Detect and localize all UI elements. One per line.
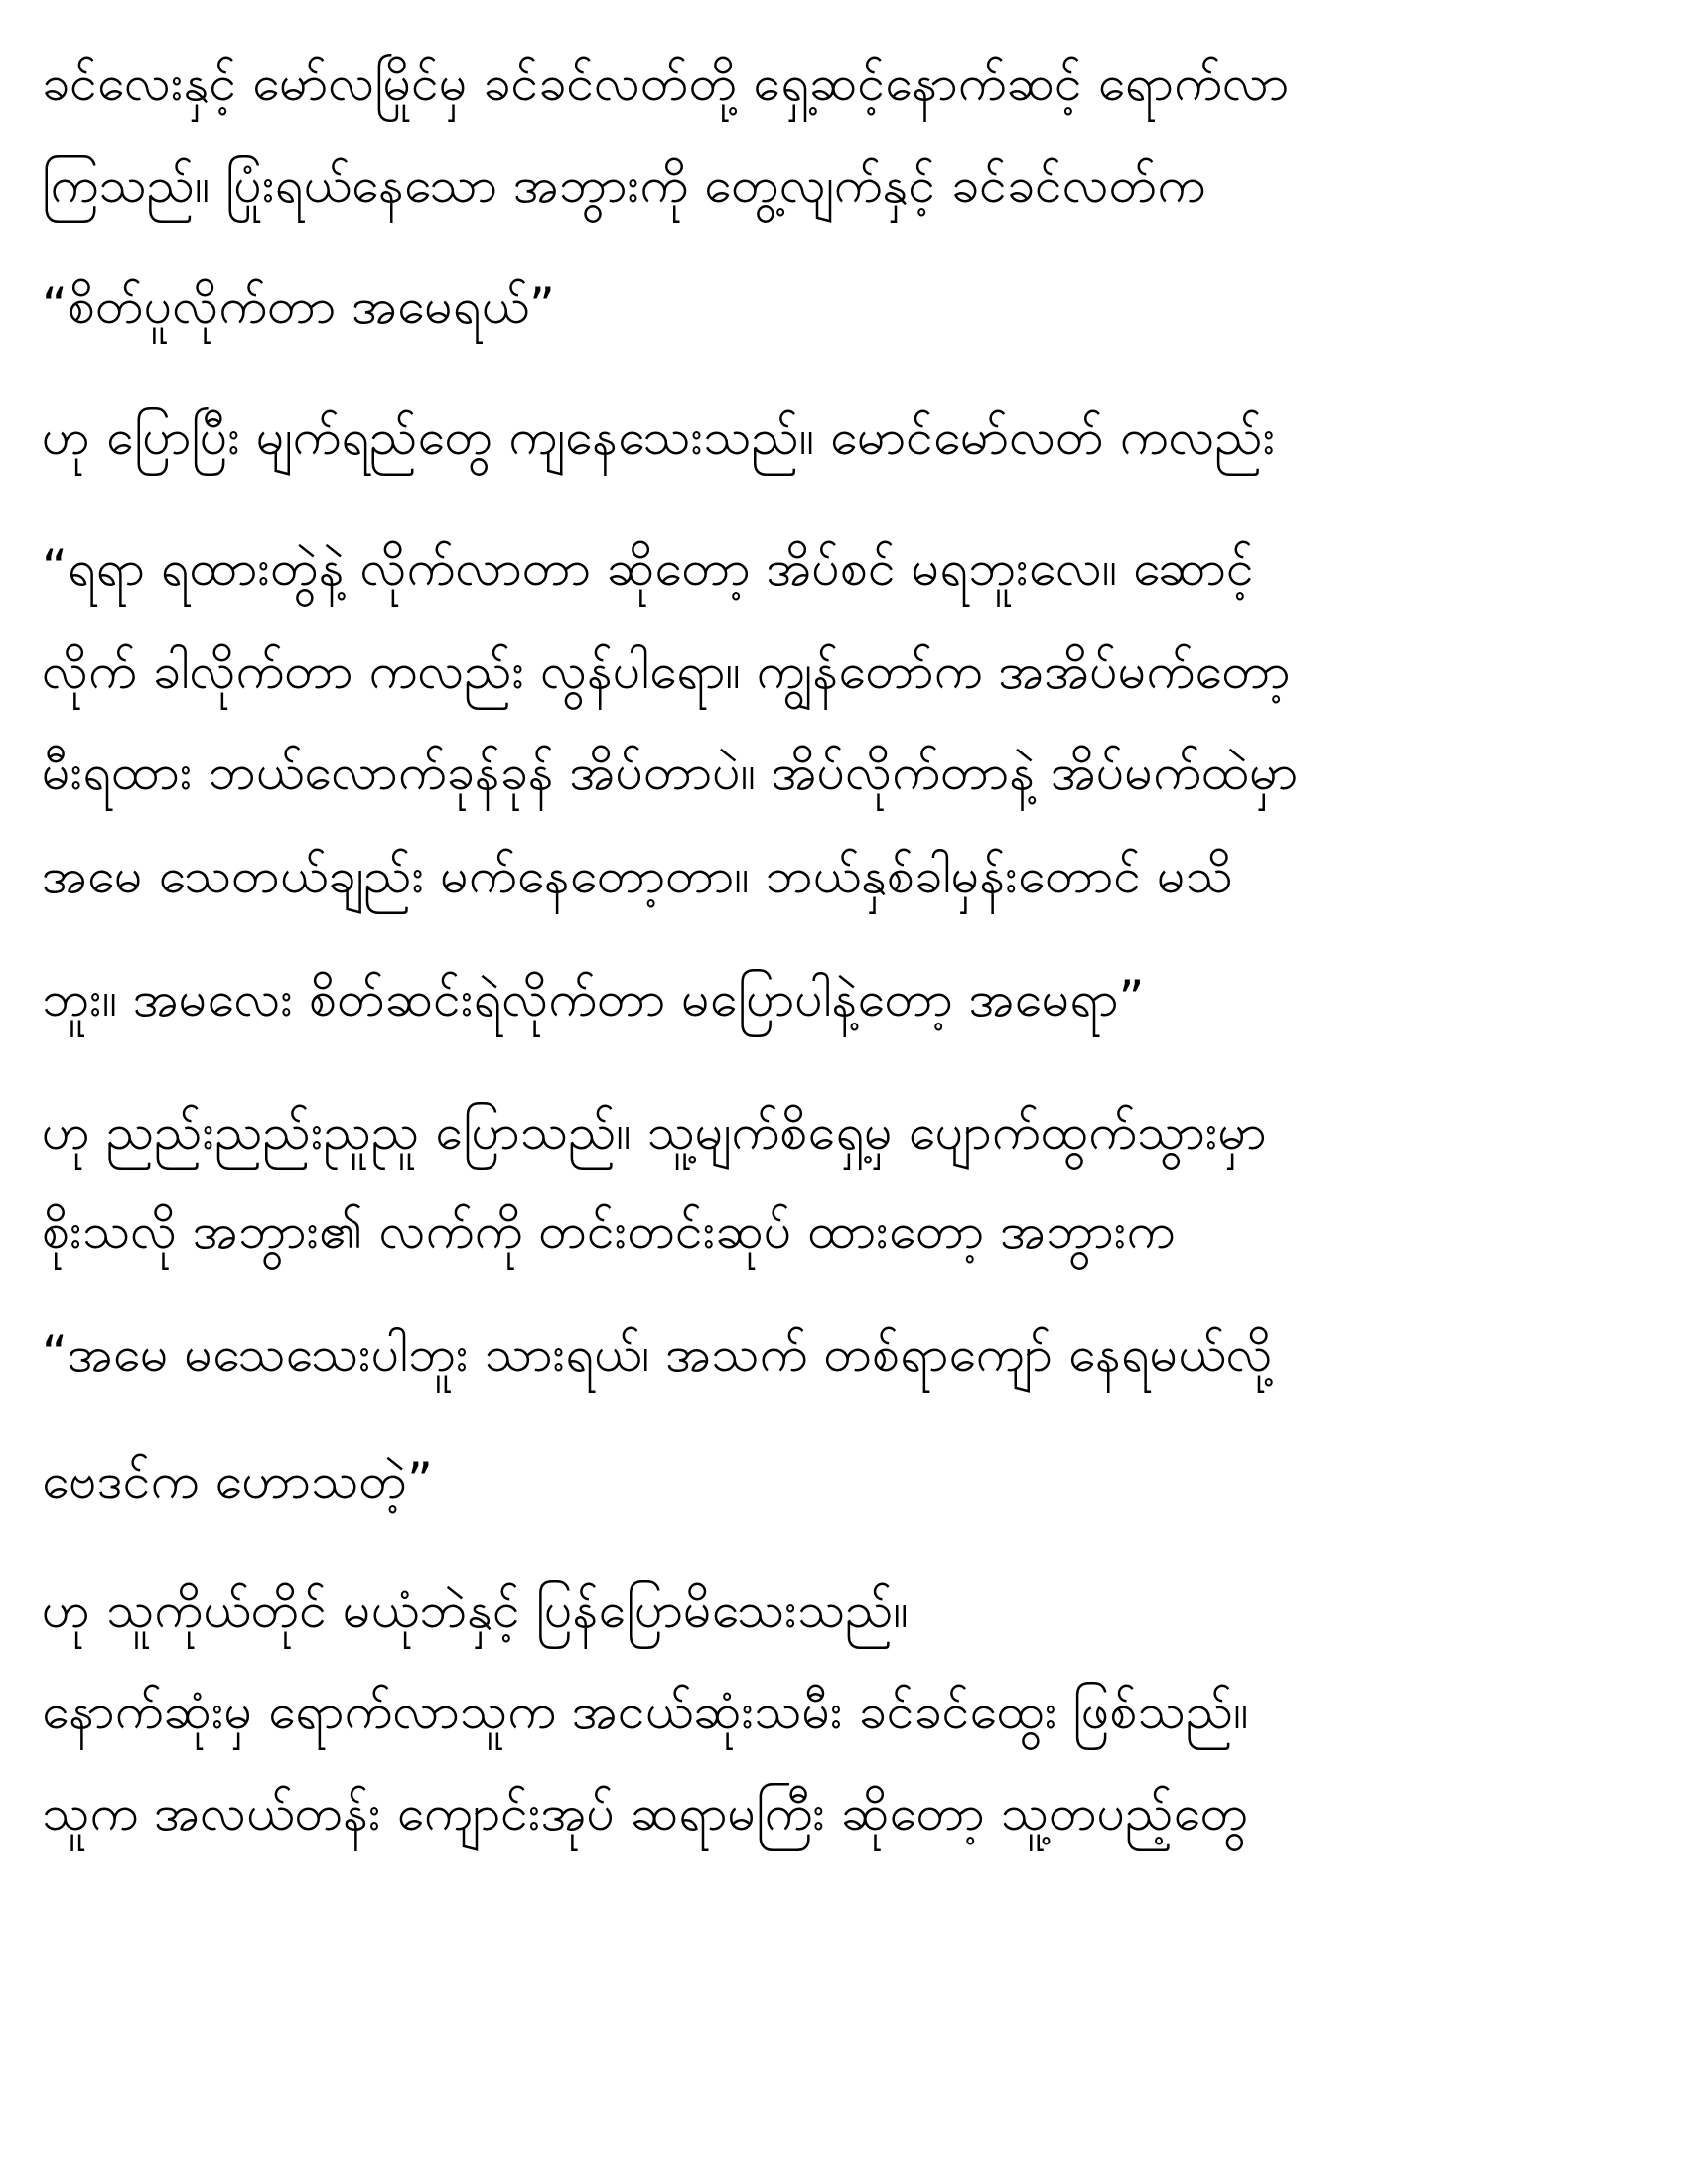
text-line: သူက အလယ်တန်း ကျောင်းအုပ် ဆရာမကြီး ဆိုတော့ သူ့တပည့်တွေ	[42, 1784, 1249, 1842]
text-line: “အမေ မသေသေးပါဘူး သားရယ်၊ အသက် တစ်ရာကျော် နေရမယ်လို့	[42, 1325, 1273, 1383]
text-line: ဘူး။ အမလေး စိတ်ဆင်းရဲလိုက်တာ မပြောပါနဲ့တော့ အမေရာ”	[42, 970, 1145, 1027]
text-line: “ရရာ ရထားတွဲနဲ့ လိုက်လာတာ ဆိုတော့ အိပ်စင် မရဘူးလေ။ ဆောင့်	[42, 539, 1254, 597]
text-line: ဟု ပြောပြီး မျက်ရည်တွေ ကျနေသေးသည်။ မောင်မော်လတ် ကလည်း	[42, 408, 1276, 466]
text-line: ကြသည်။ ပြုံးရယ်နေသော အဘွားကို တွေ့လျက်နှင့် ခင်ခင်လတ်က	[42, 156, 1206, 213]
text-line: လိုက် ခါလိုက်တာ ကလည်း လွန်ပါရော။ ကျွန်တော်က အအိပ်မက်တော့	[42, 642, 1291, 700]
text-line: ဟု ညည်းညည်းညူညူ ပြောသည်။ သူ့မျက်စိရှေ့မှ ပျောက်ထွက်သွားမှာ	[42, 1103, 1267, 1160]
text-line: စိုးသလို အဘွား၏ လက်ကို တင်းတင်းဆုပ် ထားတော့ အဘွားက	[42, 1202, 1176, 1260]
text-line: ဟု သူကိုယ်တိုင် မယုံဘဲနှင့် ပြန်ပြောမိသေးသည်။	[42, 1581, 909, 1639]
text-line: ခင်လေးနှင့် မော်လမြိုင်မှ ခင်ခင်လတ်တို့ ရှေ့ဆင့်နောက်ဆင့် ရောက်လာ	[42, 55, 1290, 112]
text-line: အမေ သေတယ်ချည်း မက်နေတော့တာ။ ဘယ်နှစ်ခါမှန်းတောင် မသိ	[42, 847, 1233, 904]
text-line: ဗေဒင်က ဟောသတဲ့”	[42, 1452, 433, 1510]
text-line: နောက်ဆုံးမှ ရောက်လာသူက အငယ်ဆုံးသမီး ခင်ခင်ထွေး ဖြစ်သည်။	[42, 1683, 1249, 1740]
text-line: မီးရထား ဘယ်လောက်ခုန်ခုန် အိပ်တာပဲ။ အိပ်လိုက်တာနဲ့ အိပ်မက်ထဲမှာ	[42, 744, 1299, 801]
text-line: “စိတ်ပူလိုက်တာ အမေရယ်”	[42, 277, 555, 335]
